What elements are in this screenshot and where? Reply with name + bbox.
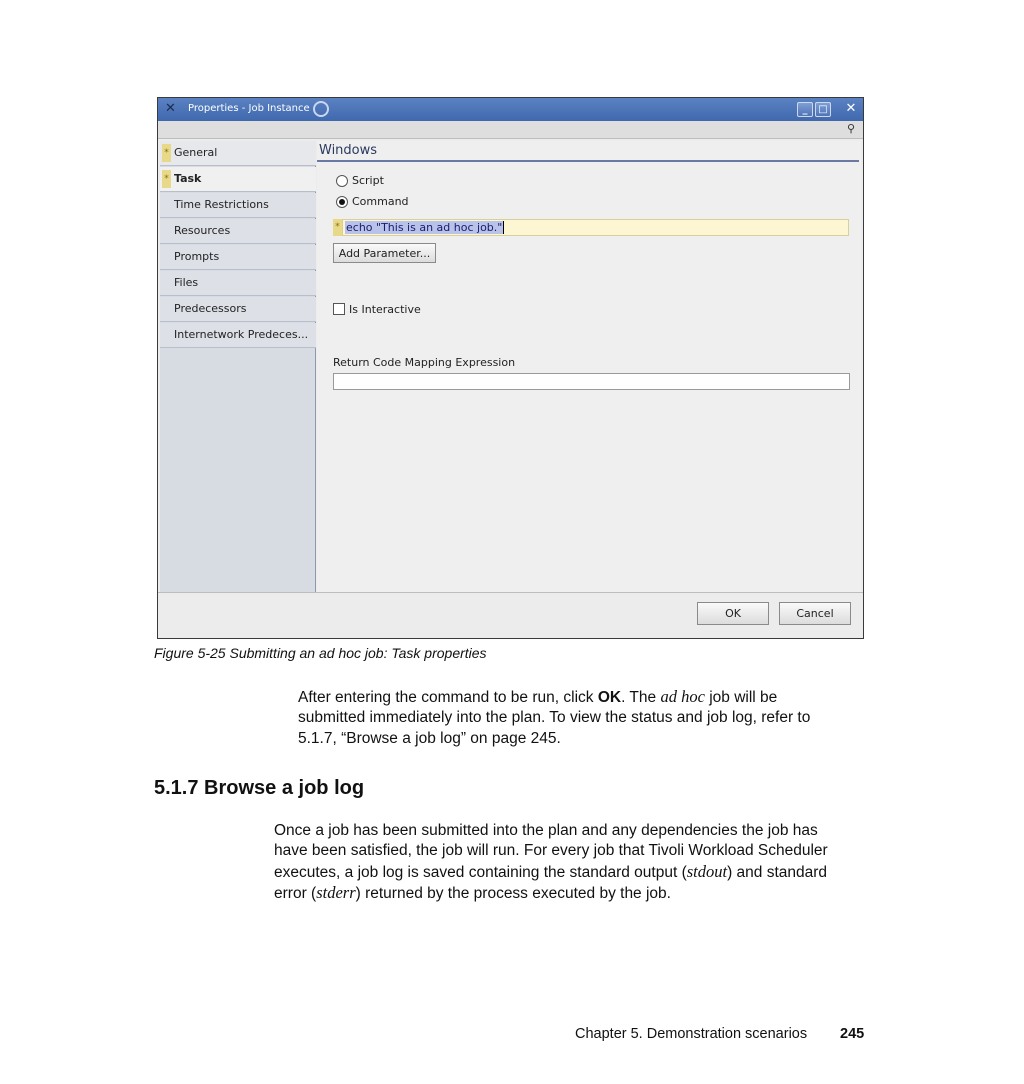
nav-item-prompts[interactable] bbox=[160, 245, 316, 270]
section-title: Windows bbox=[319, 143, 378, 158]
job-instance-properties-window bbox=[157, 97, 864, 639]
command-label: Command bbox=[352, 195, 409, 208]
para-line: have been satisfied, the job will run. For every job that Tivoli Workload Scheduler bbox=[274, 842, 828, 860]
script-label: Script bbox=[352, 174, 384, 187]
paragraph-after-figure bbox=[298, 687, 810, 749]
is-interactive-label: Is Interactive bbox=[349, 303, 421, 316]
nav-item-internetwork-predecessors[interactable] bbox=[160, 323, 316, 348]
text-run: executes, a job log is saved containing the standard output ( bbox=[274, 863, 687, 881]
task-panel bbox=[317, 141, 861, 592]
return-code-input[interactable] bbox=[333, 373, 850, 390]
required-marker-icon: * bbox=[333, 219, 342, 236]
ad-hoc-emphasis: ad hoc bbox=[660, 687, 705, 706]
nav-label: Predecessors bbox=[174, 302, 247, 315]
app-x-icon: ✕ bbox=[165, 101, 176, 116]
ok-emphasis: OK bbox=[597, 689, 622, 706]
text-run: After entering the command to be run, click bbox=[298, 689, 598, 706]
para-line: submitted immediately into the plan. To view the status and job log, refer to bbox=[298, 709, 811, 727]
cross-reference-line[interactable]: 5.1.7, “Browse a job log” on page 245. bbox=[298, 729, 561, 747]
maximize-button[interactable]: □ bbox=[815, 102, 831, 117]
nav-item-files[interactable] bbox=[160, 271, 316, 296]
help-icon[interactable]: ⚲ bbox=[846, 123, 856, 135]
required-marker-icon: * bbox=[162, 170, 171, 188]
para-line bbox=[298, 687, 810, 708]
command-radio[interactable] bbox=[336, 196, 348, 208]
para-line bbox=[274, 862, 828, 883]
text-caret bbox=[503, 221, 504, 234]
cancel-button[interactable]: Cancel bbox=[779, 602, 851, 625]
title-bar[interactable] bbox=[158, 98, 863, 121]
add-parameter-button[interactable]: Add Parameter... bbox=[333, 243, 436, 263]
text-run: job will be bbox=[704, 689, 778, 706]
nav-label: Prompts bbox=[174, 250, 220, 263]
footer-page-number: 245 bbox=[840, 1026, 865, 1042]
required-marker-icon: * bbox=[162, 144, 171, 162]
text-run: . The bbox=[621, 689, 661, 706]
nav-label: General bbox=[174, 146, 218, 159]
nav-item-time-restrictions[interactable] bbox=[160, 193, 316, 218]
paragraph-browse-job-log bbox=[274, 821, 828, 904]
para-line: Once a job has been submitted into the plan and any dependencies the job has bbox=[274, 822, 818, 839]
stdout-emphasis: stdout bbox=[686, 861, 728, 881]
nav-label: Resources bbox=[174, 224, 231, 237]
return-code-label: Return Code Mapping Expression bbox=[333, 356, 516, 369]
figure-caption: Figure 5-25 Submitting an ad hoc job: Task properties bbox=[154, 645, 487, 661]
nav-label: Time Restrictions bbox=[174, 198, 269, 211]
swirl-icon bbox=[313, 101, 329, 117]
nav-label: Task bbox=[174, 172, 202, 185]
toolbar bbox=[158, 121, 863, 139]
nav-item-resources[interactable] bbox=[160, 219, 316, 244]
close-button[interactable]: ✕ bbox=[845, 101, 857, 116]
nav-label: Internetwork Predeces... bbox=[174, 328, 309, 341]
minimize-button[interactable]: _ bbox=[797, 102, 813, 117]
window-title: Properties - Job Instance bbox=[188, 103, 310, 114]
command-input[interactable] bbox=[342, 219, 849, 236]
text-run: ) and standard bbox=[727, 863, 828, 881]
stderr-emphasis: stderr bbox=[316, 882, 356, 902]
dialog-footer bbox=[158, 592, 863, 638]
nav-item-task[interactable] bbox=[160, 167, 316, 192]
nav-item-general[interactable] bbox=[160, 141, 316, 166]
section-heading: 5.1.7 Browse a job log bbox=[154, 777, 365, 799]
property-nav bbox=[160, 141, 316, 592]
nav-label: Files bbox=[174, 276, 199, 289]
text-run: ) returned by the process executed by the job. bbox=[355, 884, 671, 902]
para-line bbox=[274, 883, 828, 904]
section-divider bbox=[317, 160, 859, 162]
nav-item-predecessors[interactable] bbox=[160, 297, 316, 322]
footer-chapter: Chapter 5. Demonstration scenarios bbox=[575, 1026, 808, 1042]
text-run: error ( bbox=[274, 884, 317, 902]
script-radio[interactable] bbox=[336, 175, 348, 187]
ok-button[interactable]: OK bbox=[697, 602, 769, 625]
command-value: echo "This is an ad hoc job." bbox=[346, 221, 503, 234]
is-interactive-checkbox[interactable] bbox=[333, 303, 345, 315]
